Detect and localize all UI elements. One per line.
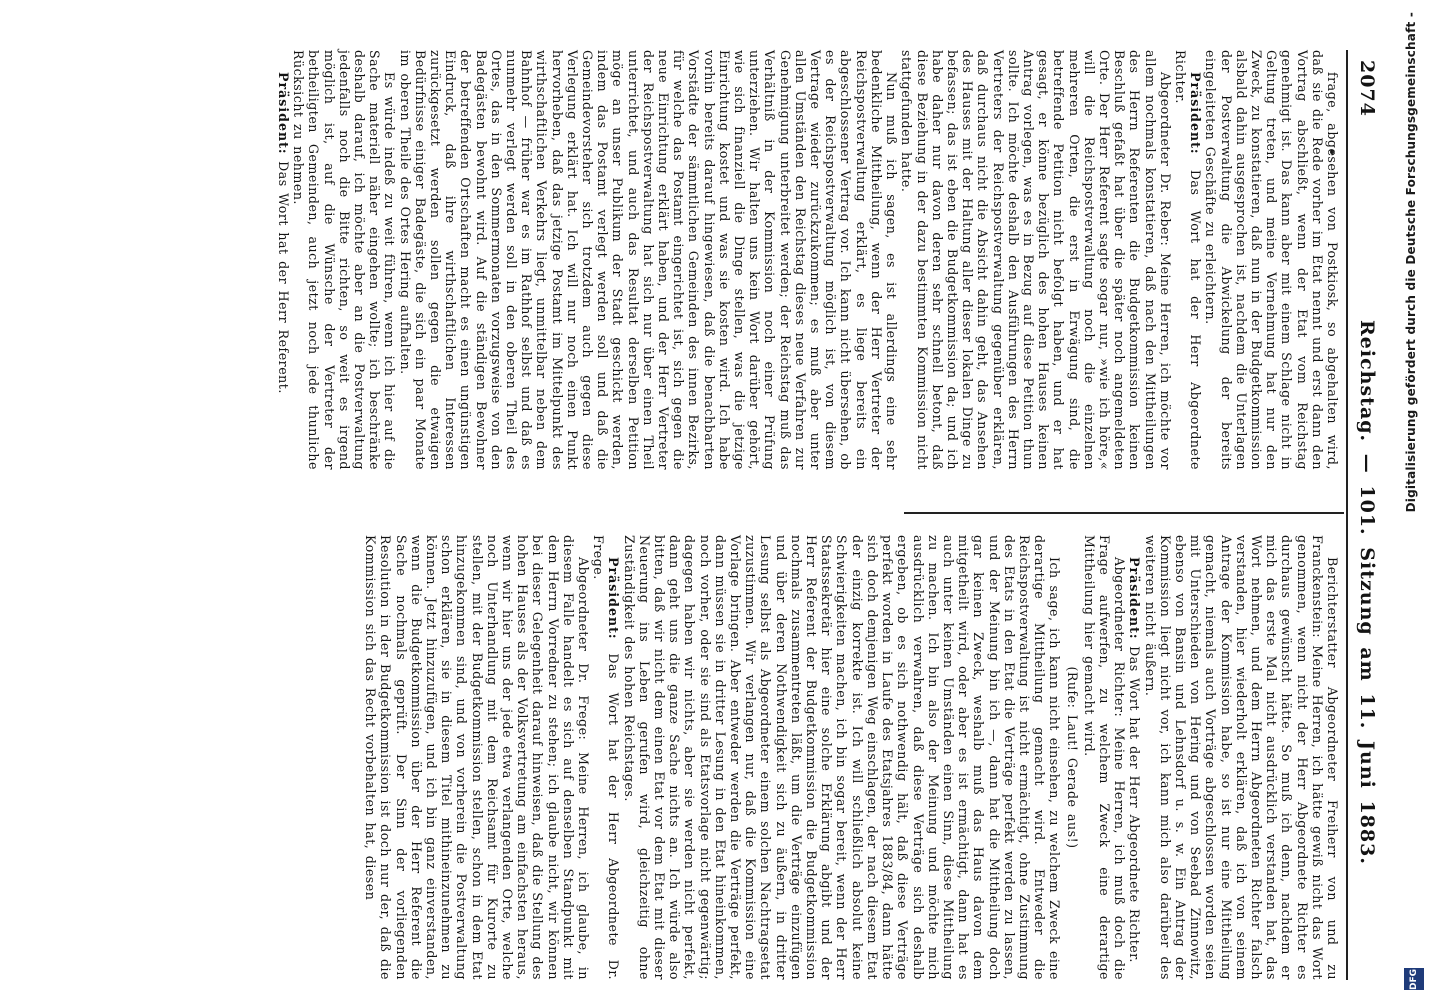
speaker-text: Das Wort hat der Herr Abgeordnete Dr. Frege.	[591, 535, 622, 980]
body-paragraph: Nun muß ich sagen, es ist allerdings eine sehr bedenkliche Mittheilung, wenn der Herr Vertreter der Reichspostverwaltung erklärt, es liege bereits ein abgeschlossener Vertrag vor. Ich kann nicht übersehen, ob es der Reichspostverwaltung möglich ist, von diesem Vertrage wieder zurückzukommen; es muß aber unter allen Umständen den Reichstag dieses neue Verfahren zur Genehmigung unterbreitet werden; der Reichstag muß das Verhältniß in der Kommission noch einer Prüfung unterziehen. Wir halten uns kein Wort darüber gehört, wie sich finanziell die Dinge stellen, was die jetzige Einrichtung kostet und was sie kosten wird. Ich habe vorhin bereits darauf hingewiesen, daß die benachbarten Vorstädte der sämmtlichen Gemeinden des innen Bezirks, für welche das Postamt eingerichtet ist, sich gegen die neue Einrichtung erklärt haben, und der Herr Vertreter der Reichspostverwaltung hat sich nur über einen Theil unterrichtet, und auch das Resultat derselben Petition möge an unser Publikum der Stadt geschickt werden, indem das Postamt verlegt werden soll und daß die Gemeindevorsteher sich trotzdem auch gegen diese Verlegung erklärt hat. Ich will nur noch einen Punkt hervorheben, daß das jetzige Postamt im Mittelpunkt des wirthschaftlichen Verkehrs liegt, unmittelbar neben dem Bahnhof — früher war es im Rathhof selbst und daß es nunmehr verlegt werden soll in den oberen Theil des Ortes, das in den Sommermonaten vorzugsweise von den Badegästen bewohnt wird. Auf die ständigen Bewohner der betreffenden Ortschaften macht es einen ungünstigen Eindruck, daß ihre wirthschaftlichen Interessen zurückgesetzt werden sollen gegen die etwaigen Bedürfnisse einiger Badegäste, die sich ein paar Monate im oberen Theile des Ortes Hering aufhalten.	[397, 50, 900, 470]
speaker-label: Präsident:	[606, 557, 622, 640]
page-title: Reichstag. — 101. Sitzung am 11. Juni 1883.	[1356, 320, 1378, 865]
speaker-text: Das Wort hat der Herr Abgeordnete Richter.	[1127, 639, 1143, 963]
body-paragraph: Es würde indeß zu weit führen, wenn ich hier auf die Sache materiell näher eingehen wollte; ich beschränke deshalb darauf, ich möchte aber an die Postverwaltung jedenfalls noch die Bitte richten, so weit es irgend möglich ist, auf die Wünsche der Vertreter der betheiligten Gemeinden, auch jetzt noch jede thunliche Rücksicht zu nehmen.	[291, 50, 398, 470]
dfg-logo: DFG	[1404, 968, 1424, 990]
speaker-text: Das Wort hat der Herr Abgeordnete Richter.	[1172, 50, 1204, 470]
speaker-label: Präsident:	[275, 72, 291, 155]
speaker-paragraph	[591, 535, 621, 980]
column-divider	[904, 512, 1344, 514]
speaker-paragraph	[276, 50, 291, 470]
right-column	[363, 535, 1340, 980]
digitization-credit: Digitalisierung gefördert durch die Deutsche Forschungsgemeinschaft -	[1404, 12, 1418, 513]
body-paragraph: Abgeordneter Richter: Meine Herren, ich muß doch die Frage aufwerfen, zu welchem Zweck eine derartige Mittheilung hier gemacht wird.	[1081, 535, 1128, 980]
page-header	[1350, 50, 1380, 980]
scanned-page	[100, 50, 1380, 980]
interjection: (Rufe: Laut! Gerade aus!)	[1064, 666, 1080, 849]
body-paragraph: Abgeordneter Dr. Reber: Meine Herren, ich möchte vor allem nochmals konstatieren, daß nach den Mittheilungen des Herrn Referenten die Budgetkommission keinen Beschluß gefaßt hat über die später noch angemeldeten Orte. Der Herr Referent sagte sogar nur, »wie ich höre,« will die Reichspostverwaltung noch die einzelnen mehreren Orten, die erst in Erwägung sind, die betreffende Petition nicht befolgt haben, und er hat gesagt, er könne bezüglich des hohen Hauses keinen Antrag vorlegen, was es in Bezug auf diese Petition thun sollte. Ich möchte deshalb den Ausführungen des Herrn Vertreters der Reichspostverwaltung gegenüber erklären, daß durchaus nicht die Absicht dahin geht, das Ansehen des Hauses mit der Haltung aller dieser lokalen Dinge zu befassen; das ist eben die Budgetkommission da; und ich habe daher nur davon deren sehr schnell betont, daß diese Beziehung in der dazu bestimmten Kommission nicht stattgefunden hatte.	[899, 50, 1173, 470]
speaker-label: Präsident:	[1188, 72, 1204, 155]
left-column	[275, 50, 1340, 470]
body-paragraph: Ich sage, ich kann nicht einsehen, zu welchem Zweck eine derartige Mittheilung gemacht wird. Entweder die Reichspostverwaltung ist nicht ermächtigt, ohne Zustimmung des Etats in den Etat die Verträge perfekt werden zu lassen, und der Meinung bin ich —, dann hat die Mittheilung doch gar keinen Zweck, weshalb muß das Haus davon dem mitgetheilt wird, oder aber es ist ermächtigt, dann hat es auch unter keinen Umständen einen Sinn, diese Mittheilung zu machen. Ich bin also der Meinung und möchte mich ausdrücklich verwahren, daß diese Verträge sich deshalb ergeben, ob es sich nothwendig hält, daß diese Verträge perfekt worden in Laufe des Etatsjahres 1883/84, dann hätte sich doch demjenigen Weg einschlagen, der nach diesem Etat der einzig korrekte ist. Ich will schließlich absolut keine Schwierigkeiten machen, ich bin sogar bereit, wenn der Herr Staatssekretär hier eine solche Erklärung abgibt und der Herr Referent der Budgetkommission die Budgetkommission nochmals zusammentreten läßt, um die Verträge einzufügen und über deren Nothwendigkeit sich zu äußern, in dritter Lesung selbst als Abgeordneter einem solchen Nachtragsetat zuzustimmen. Wir verlangen nur, daß die Kommission eine Vorlage bringen. Aber entweder werden die Verträge perfekt, dann müssen sie in dritter Lesung in den Etat hineinkommen, noch vorher, oder sie sind als Etatsvorlage nicht gegenwärtig; dagegen haben wir nichts, aber sie werden nicht perfekt, dann geht uns die ganze Sache nichts an. Ich würde also bitten, daß wir nicht dem einen Etat vor dem Etat mit dieser Neuerung ins Leben gerufen wird, gleichzeitig ohne Zuständigkeit des hohen Reichstages.	[621, 535, 1063, 980]
page-number: 2074	[1356, 60, 1378, 117]
header-rule	[1346, 50, 1348, 980]
speaker-paragraph	[1173, 50, 1203, 470]
speaker-label: Präsident:	[1127, 557, 1143, 640]
speaker-text: Das Wort hat der Herr Referent.	[275, 154, 291, 394]
body-paragraph: frage, abgesehen von Postkiosk, so abgehalten wird, daß sie die Rede vorher im Etat nennt und erst dann den Vortrag abschließt, wenn der Etat vom Reichstag genehmigt ist. Das kann aber mit einem Schlage nicht in Geltung treten, und meine Vernehmung hat nur den Zweck, zu konstatieren, daß nun in der Budgetkommission alsbald dahin ausgesprochen ist, nachdem die Unterlagen der Postverwaltung die Abwickelung der bereits eingeleiteten Geschäfte zu erleichtern.	[1203, 50, 1340, 470]
speaker-paragraph	[1127, 535, 1142, 980]
body-paragraph: Berichterstatter Abgeordneter Freiherr von und zu Franckenstein: Meine Herren, ich hätte gewiß nicht das Wort genommen, wenn nicht der Herr Abgeordnete Richter es durchaus gewünscht hätte. So muß ich denn, nachdem er mich das erste Mal nicht ausdrücklich verstanden hat, das Wort nehmen, und dem Herrn Abgeordneten Richter falsch verstanden, hier wiederholt erklären, daß ich von seinem Antrage der Kommission habe, so ist nur eine Mittheilung gemacht, niemals auch Vorträge abgeschlossen worden seien mit Unterschieden von Hering und von Seebad Zinnowitz, ebenso von Bansin und Lehnsdorf u. s. w. Ein Antrag der Kommission liegt nicht vor, ich kann mich also darüber des weiteren nicht äußern.	[1142, 535, 1340, 980]
body-paragraph: Abgeordneter Dr. Frege: Meine Herren, ich glaube, in diesem Falle handelt es sich auf denselben Standpunkt mit dem Herrn Vorredner zu stehen; ich glaube nicht, wir können bei dieser Gelegenheit darauf hinweisen, daß die Stellung des hohen Hauses als der Volksvertretung am einfachsten heraus, wenn wir hier uns der jede etwa verlangenden Orte, welche noch Unterhandlung mit dem Reichsamt für Kurorte zu stellen, mit der Budgetkommission stellen, schon in dem Etat hinzugekommen sind, und von vorherein die Postverwaltung schon erklären, sie in diesem Titel mithineinzunehmen zu können. Jetzt hinzuzufügen, und ich bin ganz einverstanden, wenn die Budgetkommission über der Herr Referent die Sache nochmals geprüft. Der Sinn der vorliegenden Resolution in der Budgetkommission ist doch nur der, daß die Kommission sich das Recht vorbehalten hat, diesen	[363, 535, 592, 980]
digitization-sidebar	[1398, 0, 1432, 1000]
